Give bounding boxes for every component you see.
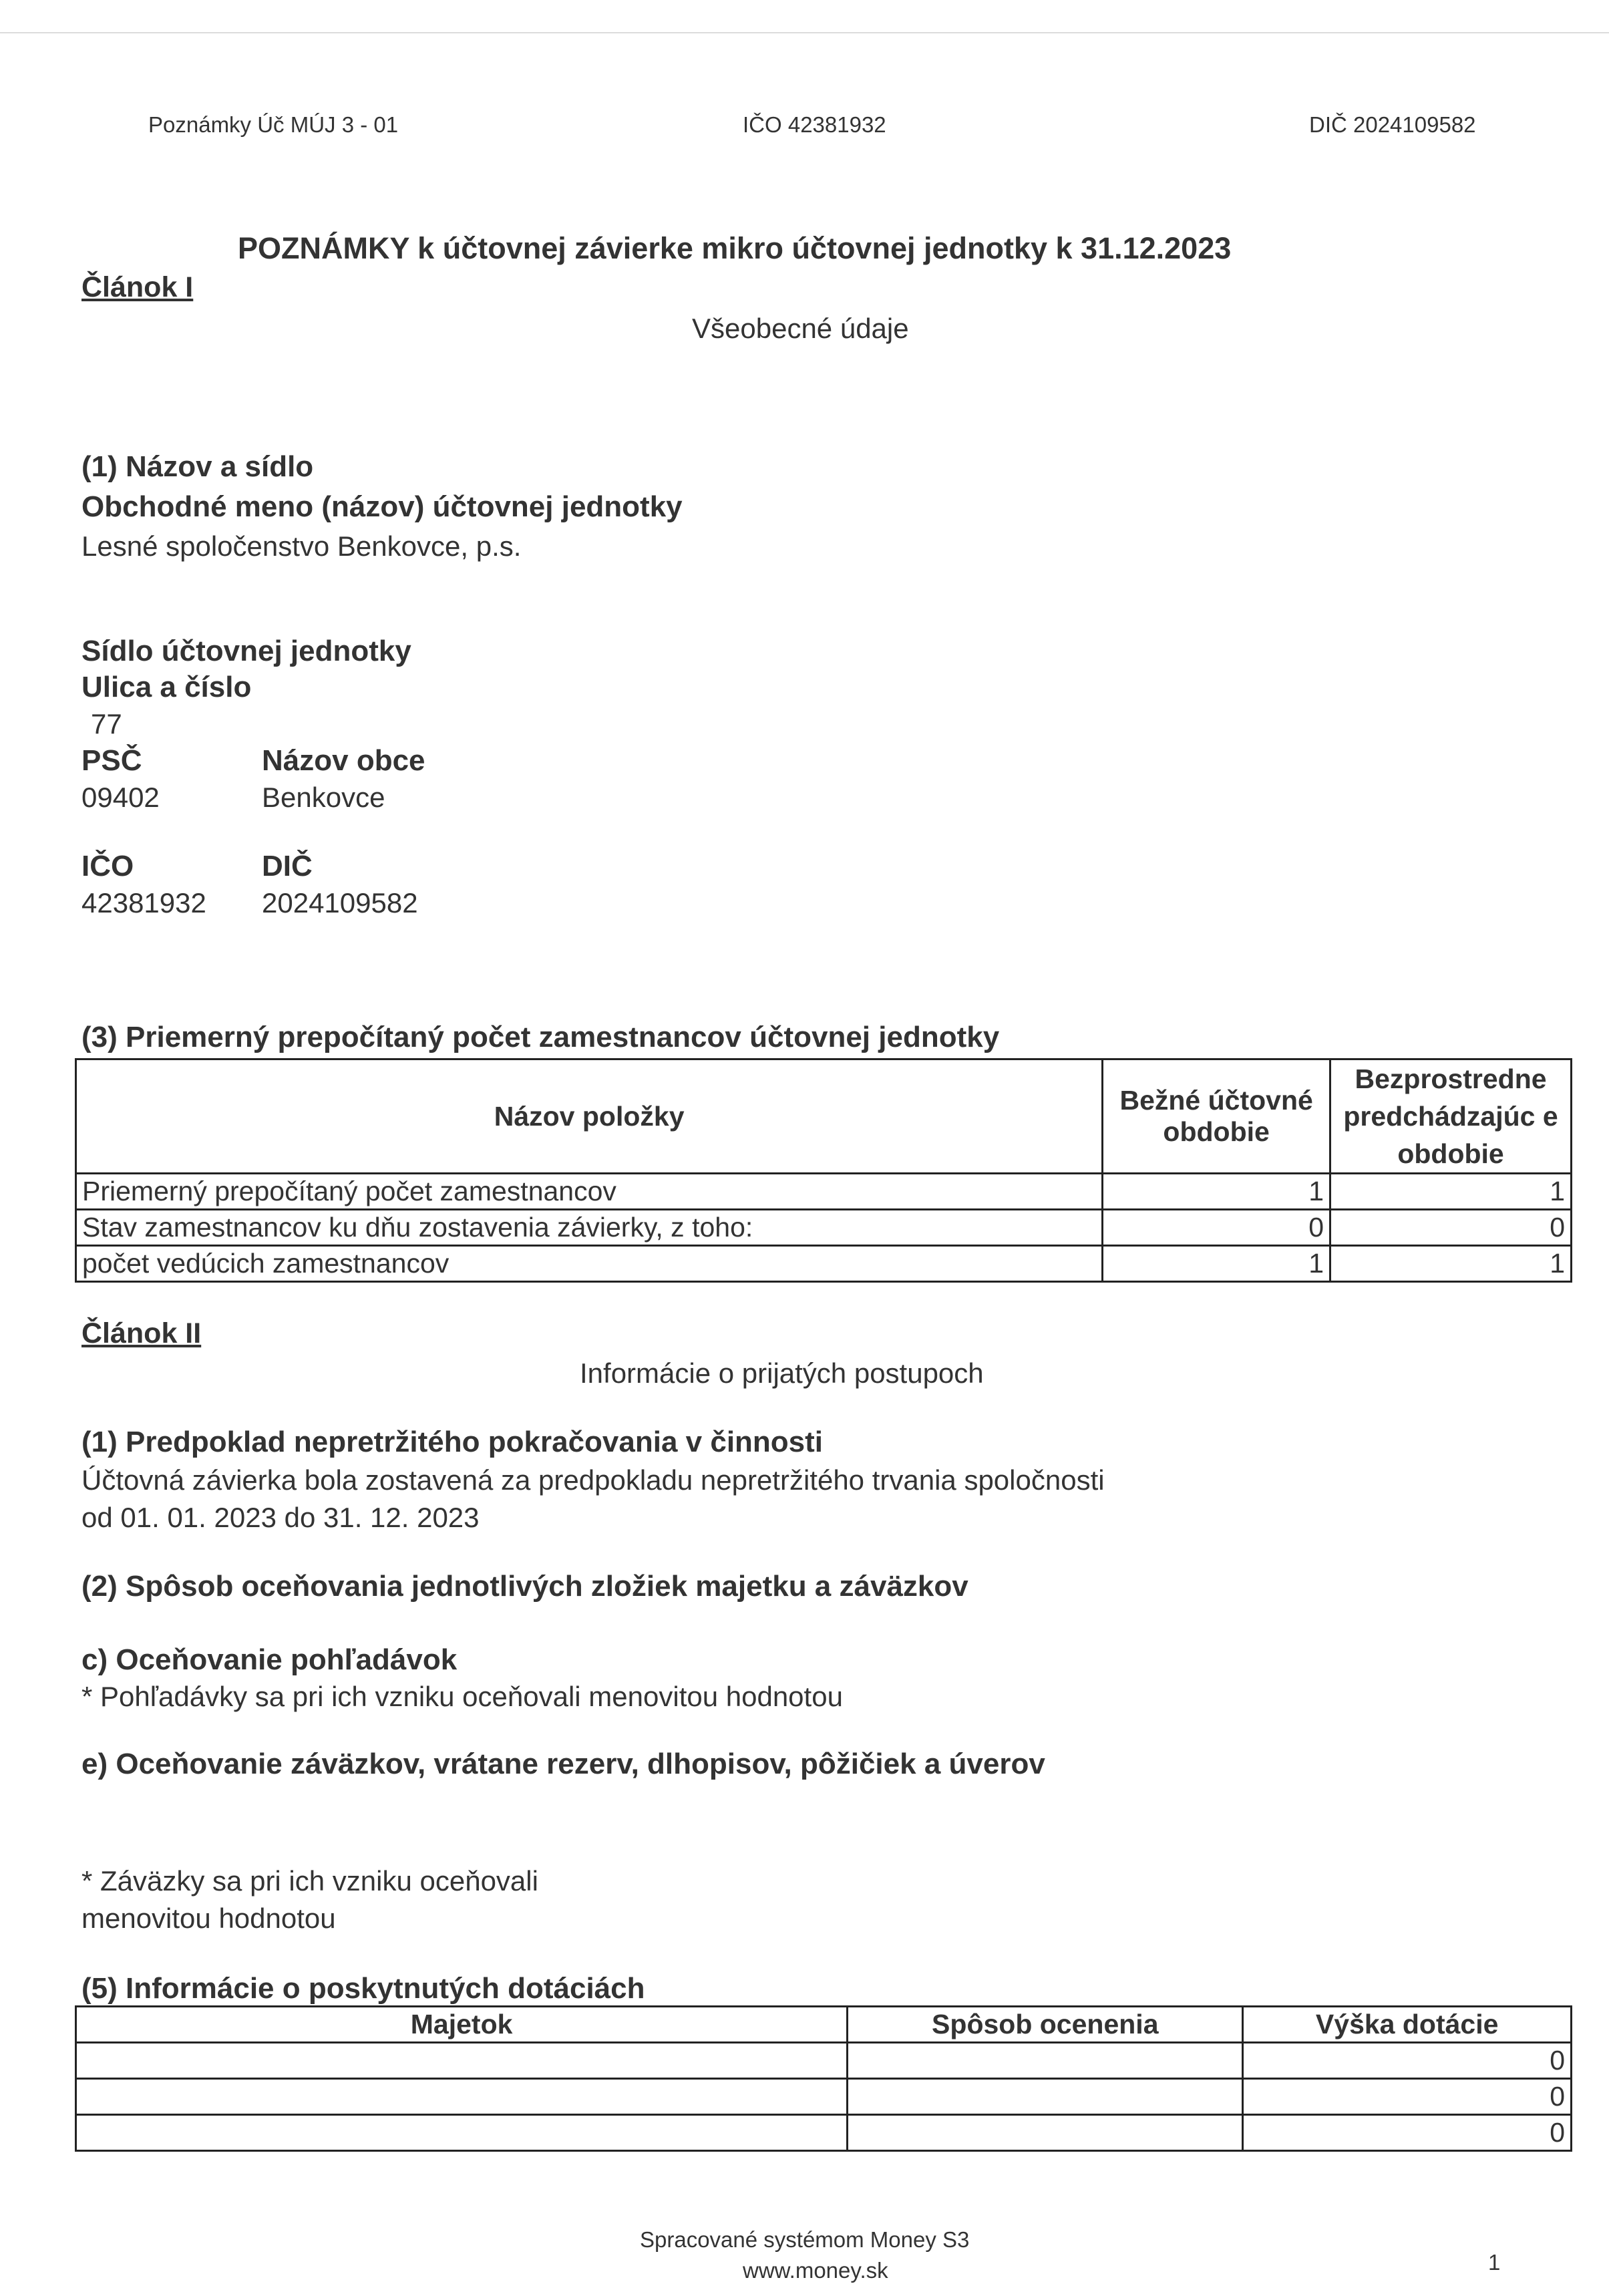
scan-top-edge: [0, 32, 1609, 33]
psc-label: PSČ: [81, 744, 142, 777]
row-name: Priemerný prepočítaný počet zamestnancov: [76, 1174, 1103, 1210]
row-previous: 0: [1330, 1210, 1572, 1246]
table-row: [76, 2079, 1572, 2115]
row-name: Stav zamestnancov ku dňu zostavenia závierky, z toho:: [76, 1210, 1103, 1246]
table-row: [76, 1246, 1572, 1282]
table-row: [76, 1210, 1572, 1246]
employees-col-current: Bežné účtovné obdobie: [1103, 1059, 1330, 1174]
employees-table: [75, 1058, 1572, 1283]
subsidies-table: [75, 2005, 1572, 2152]
section-going-concern-heading: (1) Predpoklad nepretržitého pokračovania v činnosti: [81, 1426, 824, 1458]
header-dic: DIČ 2024109582: [1309, 112, 1476, 137]
article-2-label: Článok II: [81, 1317, 202, 1349]
article-2-subtitle: Informácie o prijatých postupoch: [580, 1357, 984, 1389]
footer-software: Spracované systémom Money S3: [640, 2227, 970, 2252]
employees-col-previous: Bezprostredne predchádzajúc e obdobie: [1330, 1059, 1572, 1174]
document-title: POZNÁMKY k účtovnej závierke mikro účtovnej jednotky k 31.12.2023: [238, 231, 1232, 265]
city-label: Názov obce: [262, 744, 425, 777]
table-row: [76, 2115, 1572, 2151]
going-concern-text-1: Účtovná závierka bola zostavená za predpokladu nepretržitého trvania spoločnosti: [81, 1464, 1105, 1496]
company-name-value: Lesné spoločenstvo Benkovce, p.s.: [81, 530, 522, 562]
page-number: 1: [1488, 2250, 1501, 2275]
footer-website: www.money.sk: [743, 2258, 888, 2283]
liabilities-text-1: * Záväzky sa pri ich vzniku oceňovali: [81, 1865, 538, 1897]
section-employees-heading: (3) Priemerný prepočítaný počet zamestnancov účtovnej jednotky: [81, 1021, 1000, 1053]
table-row: [76, 2043, 1572, 2079]
subsidies-col-amount: Výška dotácie: [1243, 2007, 1572, 2043]
company-name-label: Obchodné meno (názov) účtovnej jednotky: [81, 490, 683, 523]
row-asset: [76, 2043, 848, 2079]
row-name: počet vedúcich zamestnancov: [76, 1246, 1103, 1282]
section-name-seat-heading: (1) Názov a sídlo: [81, 450, 314, 483]
section-valuation-heading: (2) Spôsob oceňovania jednotlivých zložiek majetku a záväzkov: [81, 1570, 968, 1603]
row-asset: [76, 2079, 848, 2115]
receivables-heading: c) Oceňovanie pohľadávok: [81, 1643, 458, 1676]
dic-label: DIČ: [262, 850, 313, 882]
liabilities-text-2: menovitou hodnotou: [81, 1903, 336, 1934]
liabilities-heading: e) Oceňovanie záväzkov, vrátane rezerv, dlhopisov, pôžičiek a úverov: [81, 1748, 1045, 1780]
table-row: [76, 1174, 1572, 1210]
going-concern-text-2: od 01. 01. 2023 do 31. 12. 2023: [81, 1502, 480, 1533]
row-current: 1: [1103, 1174, 1330, 1210]
row-amount: 0: [1243, 2079, 1572, 2115]
header-ico: IČO 42381932: [743, 112, 886, 137]
article-1-subtitle: Všeobecné údaje: [692, 313, 909, 344]
employees-col-name: Názov položky: [76, 1059, 1103, 1174]
header-form-code: Poznámky Úč MÚJ 3 - 01: [148, 112, 399, 137]
row-current: 1: [1103, 1246, 1330, 1282]
city-value: Benkovce: [262, 782, 385, 813]
section-subsidies-heading: (5) Informácie o poskytnutých dotáciách: [81, 1972, 645, 2005]
dic-value: 2024109582: [262, 887, 418, 919]
row-method: [848, 2115, 1243, 2151]
ico-value: 42381932: [81, 887, 206, 919]
ico-label: IČO: [81, 850, 134, 882]
row-amount: 0: [1243, 2115, 1572, 2151]
row-method: [848, 2079, 1243, 2115]
subsidies-col-method: Spôsob ocenenia: [848, 2007, 1243, 2043]
street-value: 77: [91, 708, 122, 740]
receivables-text: * Pohľadávky sa pri ich vzniku oceňovali menovitou hodnotou: [81, 1681, 843, 1712]
row-current: 0: [1103, 1210, 1330, 1246]
row-previous: 1: [1330, 1246, 1572, 1282]
row-previous: 1: [1330, 1174, 1572, 1210]
psc-value: 09402: [81, 782, 160, 813]
article-1-label: Článok I: [81, 271, 194, 303]
subsidies-col-asset: Majetok: [76, 2007, 848, 2043]
row-method: [848, 2043, 1243, 2079]
street-label: Ulica a číslo: [81, 671, 252, 703]
row-asset: [76, 2115, 848, 2151]
seat-label: Sídlo účtovnej jednotky: [81, 635, 411, 667]
row-amount: 0: [1243, 2043, 1572, 2079]
